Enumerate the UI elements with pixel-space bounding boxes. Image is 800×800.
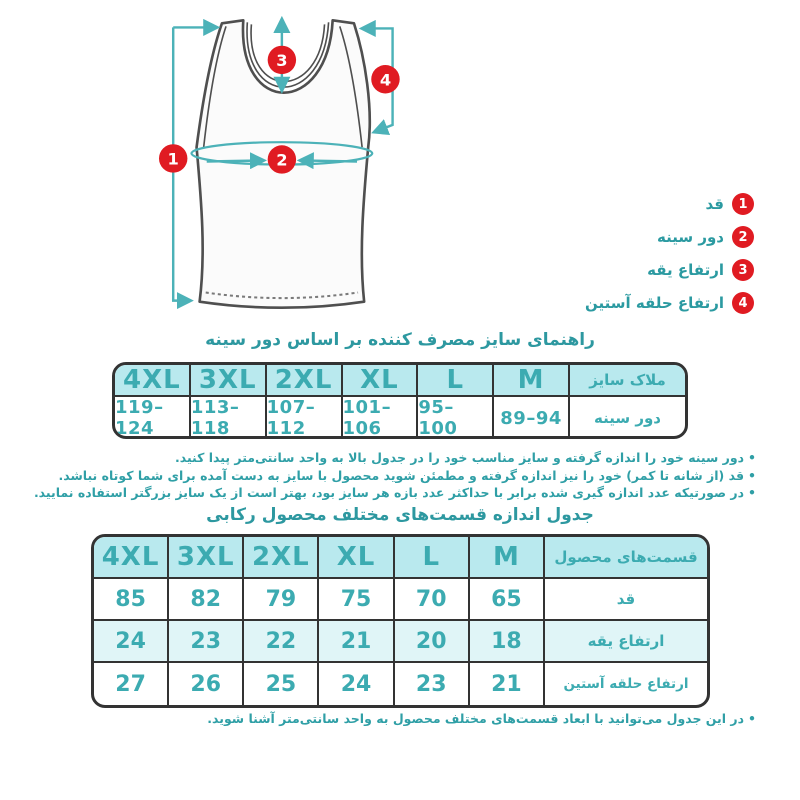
chest-range-cell: 113–118 [191,397,267,439]
collar-value-cell: 24 [94,621,169,663]
length-value-cell: 70 [395,579,470,621]
legend-badge: 1 [732,193,754,215]
usage-notes [34,449,756,502]
chest-row-label-cell: دور سینه [594,409,661,427]
legend-badge: 3 [732,259,754,281]
callout-badge-4 [371,65,399,93]
collar-value-cell: 18 [470,621,545,663]
collar-row-label: ارتفاع یقه [545,621,707,663]
armhole-value-cell: 24 [319,663,394,705]
parts-size-table [91,534,710,708]
criterion-header-cell: ملاک سایز [570,365,685,397]
legend-item-chest [657,226,754,248]
collar-value-cell: 22 [244,621,319,663]
legend-label: ارتفاع حلقه آستین [585,294,724,312]
chest-range-cell: 101–106 [343,397,419,439]
size-guide-title: راهنمای سایز مصرف کننده بر اساس دور سینه [205,330,595,350]
callout-number: 2 [276,150,288,170]
footnote-text: در این جدول می‌توانید با ابعاد قسمت‌های مختلف محصول به واحد سانتی‌متر آشنا شوید. [207,711,744,726]
measurement-legend [585,193,754,314]
callout-badge-2 [268,145,296,173]
armhole-value-cell: 27 [94,663,169,705]
bullet-icon: • [748,467,756,483]
bullet-icon: • [748,711,756,726]
bullet-icon: • [748,450,756,465]
legend-label: دور سینه [657,228,724,246]
callout-number: 4 [379,70,392,90]
note-line [34,449,756,467]
legend-badge: 2 [732,226,754,248]
armhole-row-label: ارتفاع حلقه آستین [563,676,689,692]
length-value-cell: 82 [169,579,244,621]
size-header-cell: 2XL [244,537,319,579]
size-header-cell: L [418,365,494,397]
tank-top-diagram [0,0,580,325]
legend-label: ارتفاع یقه [647,261,724,279]
armhole-value-cell: 21 [470,663,545,705]
legend-item-collar [647,259,754,281]
armhole-value-cell: 25 [244,663,319,705]
table-footnote [207,710,756,728]
chest-range-cell: 119–124 [115,397,191,439]
note-text: قد (از شانه تا کمر) خود را نیز اندازه گرفته و مطمئن شوید محصول با سایز به دست آمده برای شما کوتاه نباشد. [58,467,744,483]
note-line [34,484,756,502]
collar-value-cell: 20 [395,621,470,663]
chest-range-cell: 107–112 [267,397,343,439]
callout-badge-1 [159,144,187,172]
measure-arrow-chest [207,160,264,161]
length-row-label: قد [545,579,707,621]
legend-item-length [706,193,755,215]
callout-number: 3 [276,51,288,71]
size-guide-table [112,362,688,439]
armhole-value-cell: 26 [169,663,244,705]
collar-value-cell: 21 [319,621,394,663]
armhole-value-cell: 23 [395,663,470,705]
size-header-cell: 3XL [191,365,267,397]
length-value-cell: 75 [319,579,394,621]
bullet-icon: • [748,485,756,500]
legend-item-armhole [585,292,754,314]
note-text: دور سینه خود را اندازه گرفته و سایز مناسب خود را در جدول بالا به واحد سانتی‌متر پیدا کنید. [174,450,744,465]
length-value-cell: 65 [470,579,545,621]
chest-range-cell: 95–100 [418,397,494,439]
legend-label: قد [705,195,724,213]
length-value-cell: 85 [94,579,169,621]
measure-arrow-chest [300,160,357,161]
size-header-cell: M [494,365,570,397]
legend-badge: 4 [732,292,754,314]
note-text: در صورتیکه عدد اندازه گیری شده برابر با حداکثر عدد بازه هر سایز بود، بهتر است از یک سایز بزرگتر استفاده نمایید. [33,485,744,500]
size-header-cell: 2XL [267,365,343,397]
size-header-cell: M [470,537,545,579]
size-header-cell: 4XL [115,365,191,397]
size-header-cell: 4XL [94,537,169,579]
chest-range-cell: 89–94 [494,397,570,439]
size-header-cell: L [395,537,470,579]
parts-table-title: جدول اندازه قسمت‌های مختلف محصول رکابی [206,505,594,525]
collar-value-cell: 23 [169,621,244,663]
note-line [207,710,756,728]
callout-number: 1 [167,149,179,169]
parts-header-cell: قسمت‌های محصول [545,537,707,579]
callout-badge-3 [268,46,296,74]
size-header-cell: XL [343,365,419,397]
size-header-cell: 3XL [169,537,244,579]
length-value-cell: 79 [244,579,319,621]
size-header-cell: XL [319,537,394,579]
note-line [34,467,756,485]
